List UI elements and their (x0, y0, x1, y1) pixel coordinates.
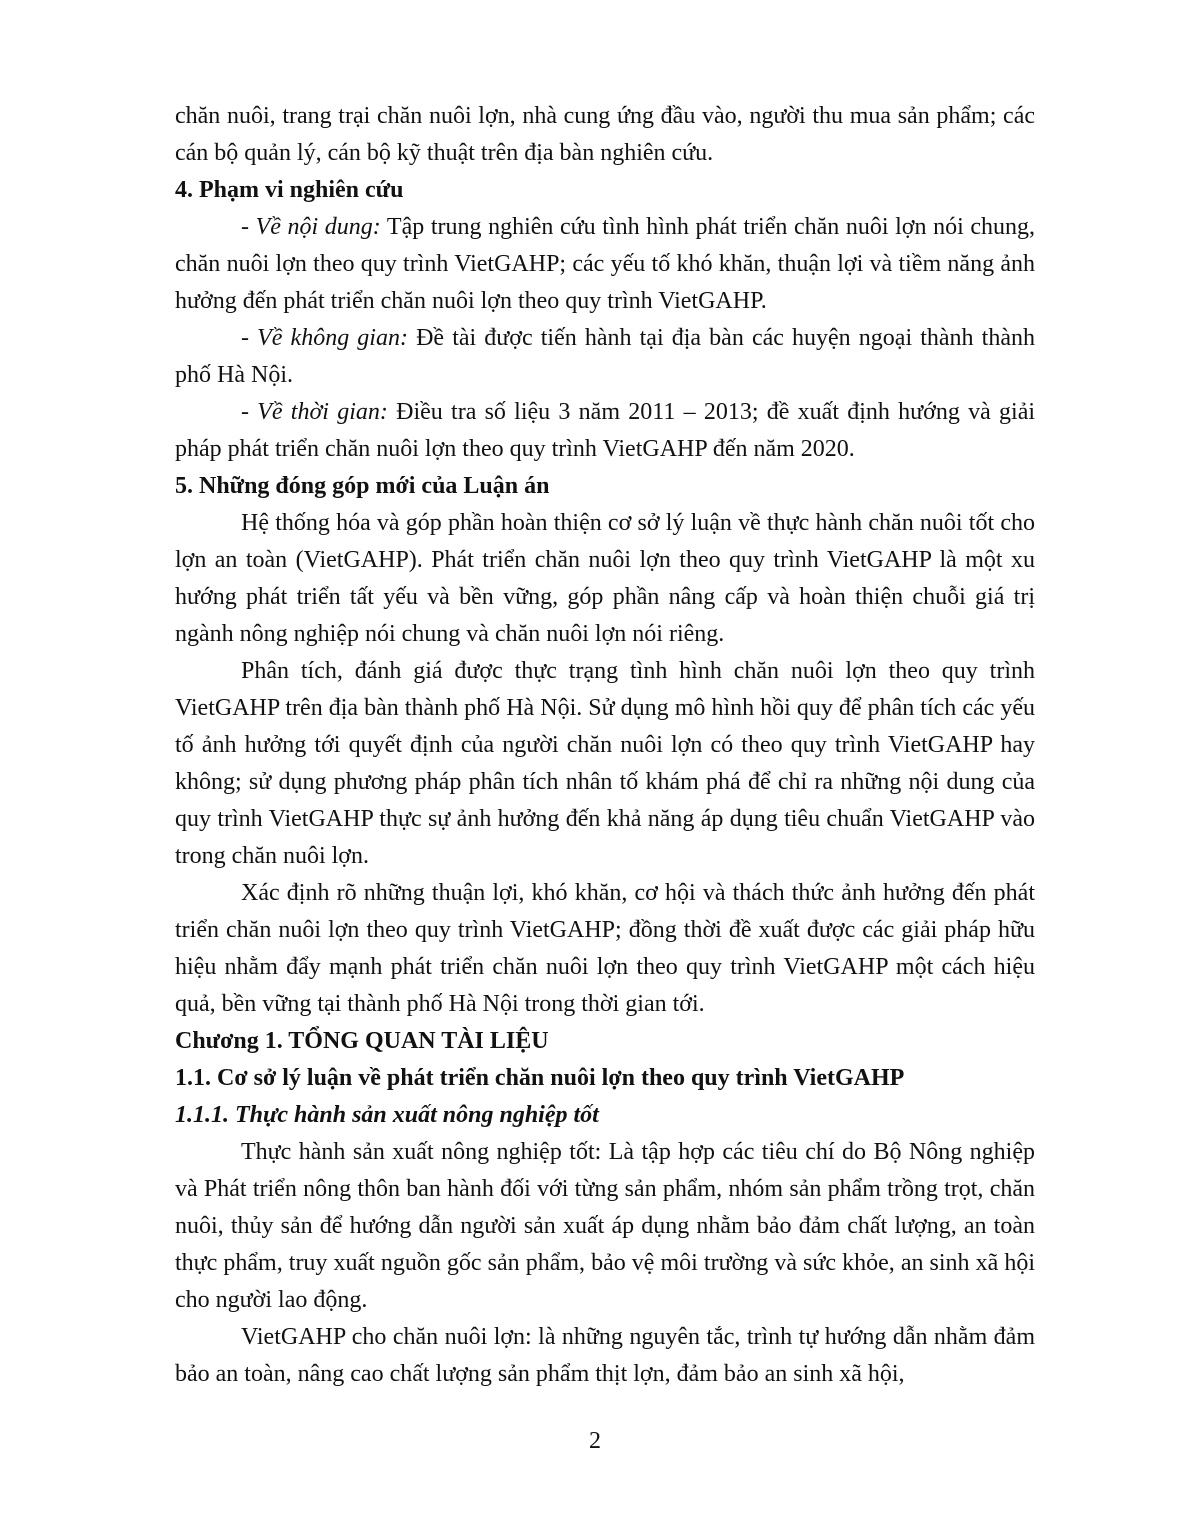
scope-space-paragraph (175, 320, 1035, 394)
contribution-paragraph-1: Hệ thống hóa và góp phần hoàn thiện cơ sở lý luận về thực hành chăn nuôi tốt cho lợn an toàn (VietGAHP). Phát triển chăn nuôi lợn theo quy trình VietGAHP là một xu hướng phát triển tất yếu và bền vững, góp phần nâng cấp và hoàn thiện chuỗi giá trị ngành nông nghiệp nói chung và chăn nuôi lợn nói riêng. (175, 510, 1035, 647)
contribution-paragraph-3: Xác định rõ những thuận lợi, khó khăn, cơ hội và thách thức ảnh hưởng đến phát triển chăn nuôi lợn theo quy trình VietGAHP; đồng thời đề xuất được các giải pháp hữu hiệu nhằm đẩy mạnh phát triển chăn nuôi lợn theo quy trình VietGAHP một cách hiệu quả, bền vững tại thành phố Hà Nội trong thời gian tới. (175, 880, 1035, 1017)
scope-content-paragraph (175, 209, 1035, 320)
vietgahp-definition-paragraph: VietGAHP cho chăn nuôi lợn: là những nguyên tắc, trình tự hướng dẫn nhằm đảm bảo an toàn, nâng cao chất lượng sản phẩm thịt lợn, đảm bảo an sinh xã hội, (175, 1324, 1035, 1387)
page-body (175, 98, 1035, 1393)
scope-content-text: Tập trung nghiên cứu tình hình phát triển chăn nuôi lợn nói chung, chăn nuôi lợn theo quy trình VietGAHP; các yếu tố khó khăn, thuận lợi và tiềm năng ảnh hưởng đến phát triển chăn nuôi lợn theo quy trình VietGAHP. (175, 214, 1035, 314)
chapter-1-title: Chương 1. TỔNG QUAN TÀI LIỆU (175, 1028, 549, 1054)
scope-time-text: Điều tra số liệu 3 năm 2011 – 2013; đề xuất định hướng và giải pháp phát triển chăn nuôi lợn theo quy trình VietGAHP đến năm 2020. (175, 399, 1036, 462)
scope-space-text: Đề tài được tiến hành tại địa bàn các huyện ngoại thành thành phố Hà Nội. (175, 325, 1035, 388)
scope-content-lead: - Về nội dung: (241, 214, 381, 240)
page-number: 2 (589, 1428, 601, 1454)
scope-space-lead: - Về không gian: (241, 325, 408, 351)
contribution-paragraph-2: Phân tích, đánh giá được thực trạng tình hình chăn nuôi lợn theo quy trình VietGAHP trên địa bàn thành phố Hà Nội. Sử dụng mô hình hồi quy để phân tích các yếu tố ảnh hưởng tới quyết định của người chăn nuôi lợn có theo quy trình VietGAHP hay không; sử dụng phương pháp phân tích nhân tố khám phá để chỉ ra những nội dung của quy trình VietGAHP thực sự ảnh hưởng đến khả năng áp dụng tiêu chuẩn VietGAHP vào trong chăn nuôi lợn. (175, 658, 1035, 869)
section-1-1-heading: 1.1. Cơ sở lý luận về phát triển chăn nuôi lợn theo quy trình VietGAHP (175, 1065, 905, 1091)
scope-time-paragraph (175, 394, 1035, 468)
section-1-1-1-heading: 1.1.1. Thực hành sản xuất nông nghiệp tốt (175, 1102, 599, 1128)
section-5-heading: 5. Những đóng góp mới của Luận án (175, 473, 550, 499)
section-4-heading: 4. Phạm vi nghiên cứu (175, 177, 404, 203)
gap-definition-paragraph: Thực hành sản xuất nông nghiệp tốt: Là tập hợp các tiêu chí do Bộ Nông nghiệp và Phát triển nông thôn ban hành đối với từng sản phẩm, nhóm sản phẩm trồng trọt, chăn nuôi, thủy sản để hướng dẫn người sản xuất áp dụng nhằm bảo đảm chất lượng, an toàn thực phẩm, truy xuất nguồn gốc sản phẩm, bảo vệ môi trường và sức khỏe, an sinh xã hội cho người lao động. (175, 1139, 1035, 1313)
scope-time-lead: - Về thời gian: (241, 399, 388, 425)
intro-paragraph: chăn nuôi, trang trại chăn nuôi lợn, nhà cung ứng đầu vào, người thu mua sản phẩm; các cán bộ quản lý, cán bộ kỹ thuật trên địa bàn nghiên cứu. (175, 103, 1035, 166)
